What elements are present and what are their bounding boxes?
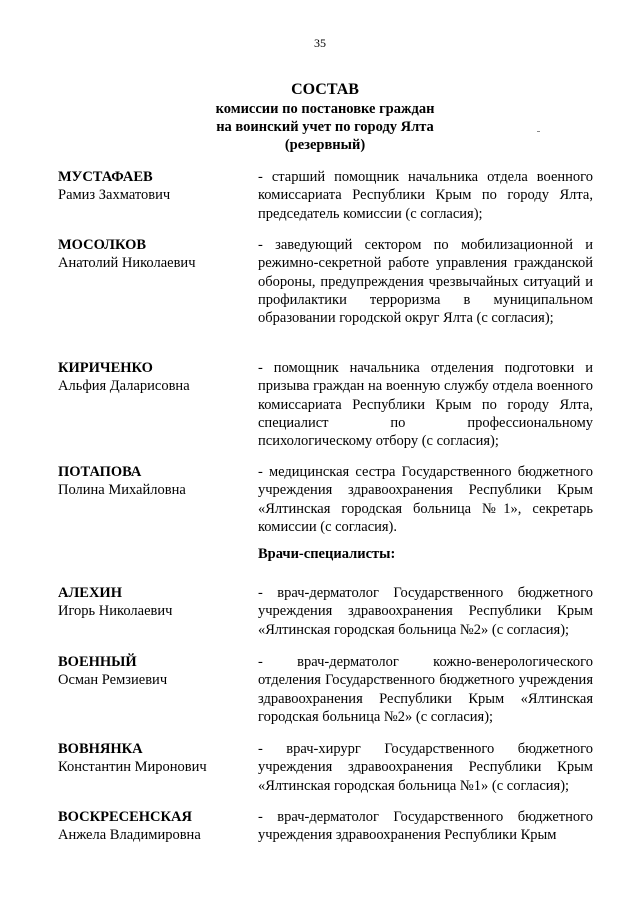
page-number: 35: [314, 36, 326, 50]
member-description: - медицинская сестра Государственного бюджетного учреждения здравоохранения Республики Крым «Ялтинская городская больница №1», секретарь комиссии (с согласия).: [258, 464, 593, 535]
member-given-name: Рамиз Захматович: [58, 187, 171, 203]
section-heading-specialists: Врачи-специалисты:: [258, 546, 396, 562]
member-given-name: Анатолий Николаевич: [58, 255, 196, 271]
specialist-description: - врач-дерматолог кожно-венерологического отделения Государственного бюджетного учреждения здравоохранения Республики Крым «Ялтинская городская больница №2» (с согласия);: [258, 654, 593, 725]
heading-title: СОСТАВ: [291, 81, 359, 98]
specialist-given-name: Константин Миронович: [58, 759, 207, 775]
specialist-given-name: Анжела Владимировна: [58, 827, 201, 843]
member-description: - помощник начальника отделения подготовки и призыва граждан на военную службу отдела военного комиссариата Республики Крым по городу Ялта, специалист по профессиональному психологическому отбору (с согласия);: [258, 360, 593, 450]
member-given-name: Полина Михайловна: [58, 482, 186, 498]
member-surname: МУСТАФАЕВ: [58, 169, 153, 185]
specialist-given-name: Игорь Николаевич: [58, 603, 173, 619]
specialist-surname: ВОВНЯНКА: [58, 741, 143, 757]
member-name: [58, 236, 248, 272]
member-name: [58, 359, 248, 395]
member-name: [58, 463, 248, 499]
member-description: - старший помощник начальника отдела военного комиссариата Республики Крым по городу Ялта, председатель комиссии (с согласия);: [258, 169, 593, 222]
heading-line-3: (резервный): [284, 137, 366, 153]
specialist-name: [58, 653, 248, 689]
member-surname: МОСОЛКОВ: [58, 237, 147, 253]
document-heading: [150, 80, 500, 154]
scan-mark: [537, 131, 540, 132]
member-name: [58, 168, 248, 204]
heading-line-1: комиссии по постановке граждан: [215, 101, 435, 117]
specialist-surname: ВОЕННЫЙ: [58, 654, 137, 670]
specialist-name: [58, 740, 248, 776]
member-surname: ПОТАПОВА: [58, 464, 142, 480]
specialist-surname: ВОСКРЕСЕНСКАЯ: [58, 809, 192, 825]
member-given-name: Альфия Даларисовна: [58, 378, 190, 394]
specialist-surname: АЛЕХИН: [58, 585, 122, 601]
specialist-name: [58, 584, 248, 620]
specialist-description: - врач-дерматолог Государственного бюджетного учреждения здравоохранения Республики Крым: [258, 809, 593, 844]
member-description: - заведующий сектором по мобилизационной и режимно-секретной работе управления гражданской обороны, предупреждения чрезвычайных ситуаций и профилактики терроризма в муниципальном образовании городской округ Ялта (с согласия);: [258, 237, 593, 327]
specialist-description: - врач-дерматолог Государственного бюджетного учреждения здравоохранения Республики Крым «Ялтинская городская больница №2» (с согласия);: [258, 585, 593, 638]
specialist-name: [58, 808, 248, 844]
heading-line-2: на воинский учет по городу Ялта: [216, 119, 434, 135]
specialist-description: - врач-хирург Государственного бюджетного учреждения здравоохранения Республики Крым «Ялтинская городская больница №1» (с согласия);: [258, 741, 593, 794]
member-surname: КИРИЧЕНКО: [58, 360, 153, 376]
specialist-given-name: Осман Ремзиевич: [58, 672, 168, 688]
